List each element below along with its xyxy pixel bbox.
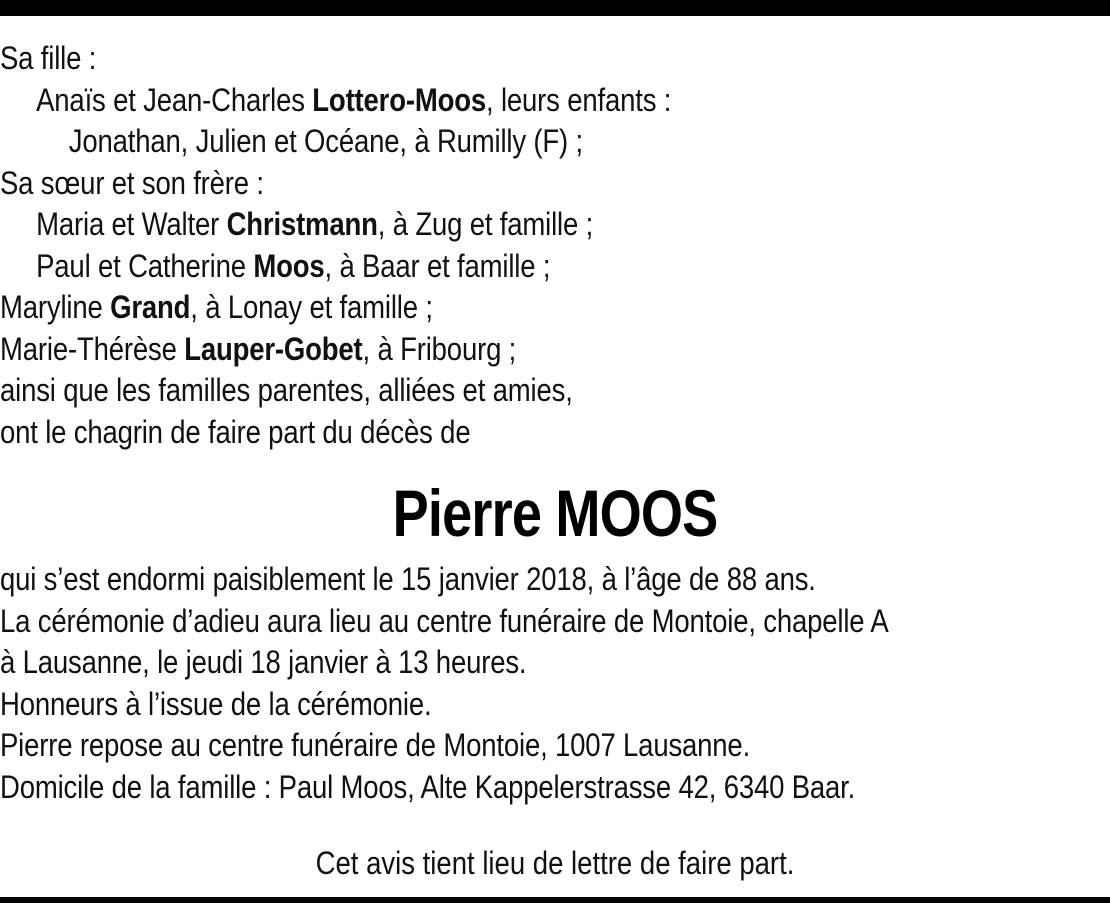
details-line-1: qui s’est endormi paisiblement le 15 janvier 2018, à l’âge de 88 ans. xyxy=(0,561,816,597)
sibling1-names: Maria et Walter xyxy=(36,206,220,242)
sibling1-surname: Christmann xyxy=(226,206,378,242)
details-line-5: Pierre repose au centre funéraire de Montoie, 1007 Lausanne. xyxy=(0,727,751,763)
relative2-suffix: , à Fribourg ; xyxy=(362,330,517,367)
footer-note: Cet avis tient lieu de lettre de faire part. xyxy=(315,845,795,881)
daughter-heading: Sa fille : xyxy=(0,40,97,76)
details-line-6: Domicile de la famille : Paul Moos, Alte Kappelerstrasse 42, 6340 Baar. xyxy=(0,768,856,805)
relative2-name: Marie-Thérèse xyxy=(0,330,177,367)
sibling1-line xyxy=(0,204,955,246)
relative2-surname: Lauper-Gobet xyxy=(184,330,363,367)
sibling2-surname: Moos xyxy=(253,247,325,284)
relative1-name: Maryline xyxy=(0,289,103,325)
closing-line-2: ont le chagrin de faire part du décès de xyxy=(0,413,471,450)
details-line-4: Honneurs à l’issue de la cérémonie. xyxy=(0,685,432,722)
sibling2-line xyxy=(0,246,955,288)
siblings-heading: Sa sœur et son frère : xyxy=(0,164,264,201)
bottom-border-rule xyxy=(0,897,1110,903)
relative1-suffix: , à Lonay et famille ; xyxy=(190,289,433,325)
details-line-2: La cérémonie d’adieu aura lieu au centre funéraire de Montoie, chapelle A xyxy=(0,602,889,639)
closing-line-1: ainsi que les familles parentes, alliées et amies, xyxy=(0,372,573,408)
relative1-surname: Grand xyxy=(110,289,191,325)
daughter-suffix: , leurs enfants : xyxy=(486,81,672,118)
grandchildren-line: Jonathan, Julien et Océane, à Rumilly (F) ; xyxy=(68,123,583,159)
sibling2-names: Paul et Catherine xyxy=(36,247,246,284)
sibling2-suffix: , à Baar et famille ; xyxy=(324,247,551,284)
sibling1-suffix: , à Zug et famille ; xyxy=(377,206,594,242)
relative2-line xyxy=(0,329,955,371)
daughter-line xyxy=(0,80,955,122)
deceased-name: Pierre MOOS xyxy=(392,476,718,550)
daughter-surname: Lottero-Moos xyxy=(312,81,487,118)
daughter-names: Anaïs et Jean-Charles xyxy=(36,81,305,118)
death-notice xyxy=(0,38,1110,808)
top-border-rule xyxy=(0,0,1110,16)
relative1-line xyxy=(0,287,955,329)
details-line-3: à Lausanne, le jeudi 18 janvier à 13 heures. xyxy=(0,644,527,680)
